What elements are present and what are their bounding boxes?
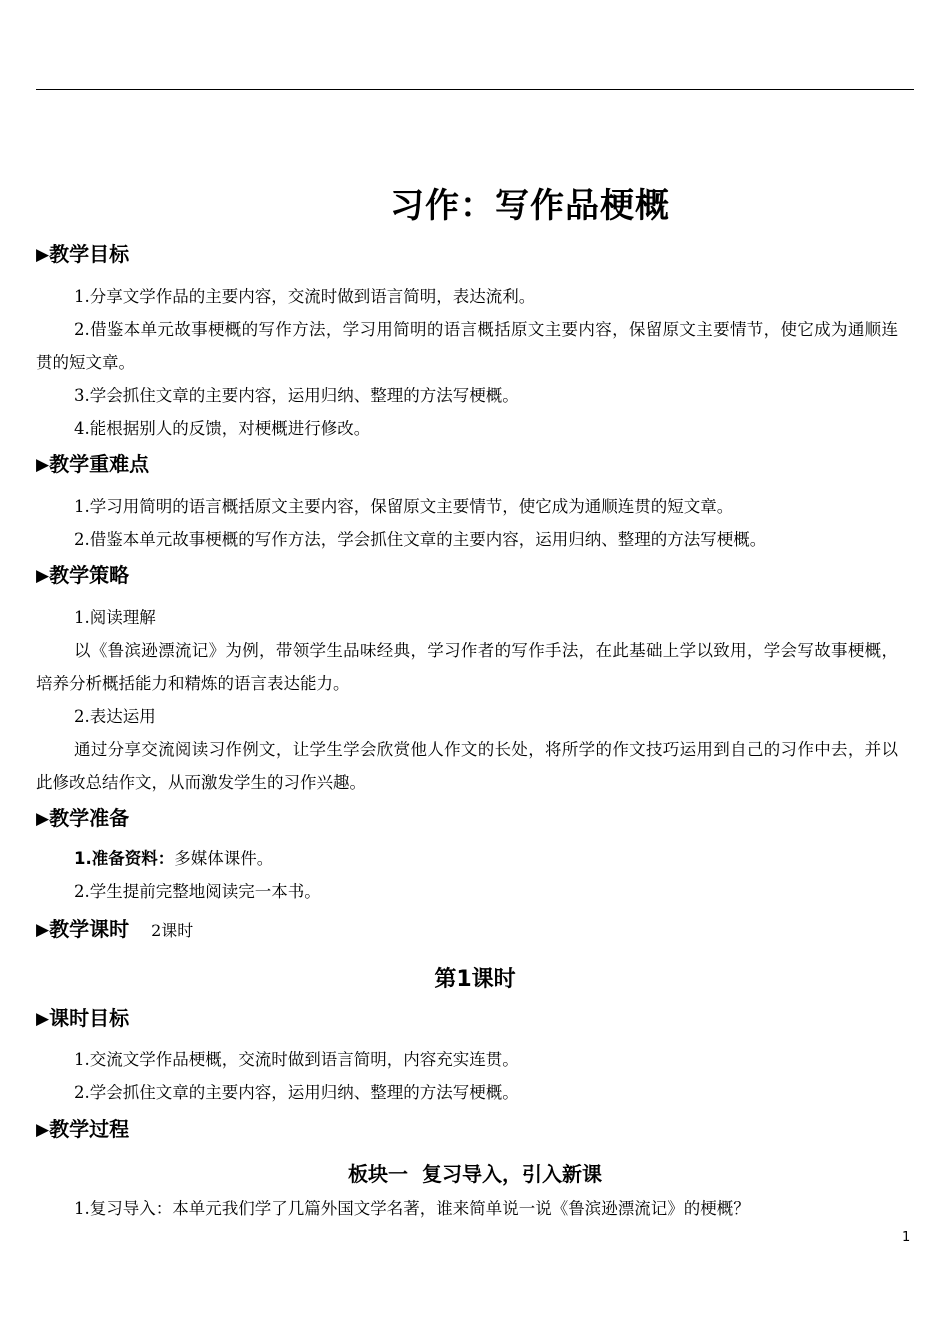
- triangle-marker-icon: ▶: [36, 566, 50, 586]
- section-heading-key-points: ▶教学重难点: [36, 452, 150, 476]
- triangle-marker-icon: ▶: [36, 920, 50, 940]
- goal-item: 2.借鉴本单元故事梗概的写作方法，学习用简明的语言概括原文主要内容，保留原文主要情节，使它成为通顺连贯的短文章。: [36, 320, 898, 372]
- hours-value: 2课时: [151, 921, 194, 940]
- page-number: 1: [902, 1230, 911, 1245]
- strategy-item: 2.表达运用: [74, 707, 156, 726]
- section-heading-process: ▶教学过程: [36, 1117, 130, 1141]
- process-item: 1.复习导入：本单元我们学了几篇外国文学名著，谁来简单说一说《鲁滨逊漂流记》的梗概？: [74, 1199, 750, 1218]
- section-heading-goals: ▶教学目标: [36, 242, 130, 266]
- lesson-title: 第1课时: [434, 967, 516, 992]
- section-heading-preparation: ▶教学准备: [36, 806, 130, 830]
- lesson-goal-item: 1.交流文学作品梗概，交流时做到语言简明，内容充实连贯。: [74, 1050, 519, 1069]
- triangle-marker-icon: ▶: [36, 809, 50, 829]
- section-heading-hours: ▶教学课时 2课时: [36, 917, 194, 941]
- strategy-item: 通过分享交流阅读习作例文，让学生学会欣赏他人作文的长处，将所学的作文技巧运用到自己的习作中去，并以此修改总结作文，从而激发学生的习作兴趣。: [36, 740, 898, 792]
- preparation-text: 多媒体课件。: [174, 849, 274, 868]
- document-title: 习作：写作品梗概: [390, 186, 670, 226]
- section-heading-strategy: ▶教学策略: [36, 563, 130, 587]
- triangle-marker-icon: ▶: [36, 245, 50, 265]
- strategy-item: 1.阅读理解: [74, 608, 156, 627]
- triangle-marker-icon: ▶: [36, 1009, 50, 1029]
- key-point-item: 2.借鉴本单元故事梗概的写作方法，学会抓住文章的主要内容，运用归纳、整理的方法写梗概。: [74, 530, 767, 549]
- key-point-item: 1.学习用简明的语言概括原文主要内容，保留原文主要情节，使它成为通顺连贯的短文章。: [74, 497, 734, 516]
- goal-item: 1.分享文学作品的主要内容，交流时做到语言简明，表达流利。: [74, 287, 536, 306]
- preparation-item: 2.学生提前完整地阅读完一本书。: [74, 882, 321, 901]
- block-title: 板块一 复习导入，引入新课: [348, 1162, 602, 1186]
- triangle-marker-icon: ▶: [36, 1120, 50, 1140]
- strategy-item: 以《鲁滨逊漂流记》为例，带领学生品味经典，学习作者的写作手法，在此基础上学以致用，学会写故事梗概，培养分析概括能力和精炼的语言表达能力。: [36, 641, 898, 693]
- triangle-marker-icon: ▶: [36, 455, 50, 475]
- goal-item: 4.能根据别人的反馈，对梗概进行修改。: [74, 419, 371, 438]
- section-heading-lesson-goals: ▶课时目标: [36, 1006, 130, 1030]
- header-rule: [36, 89, 914, 90]
- goal-item: 3.学会抓住文章的主要内容，运用归纳、整理的方法写梗概。: [74, 386, 519, 405]
- lesson-goal-item: 2.学会抓住文章的主要内容，运用归纳、整理的方法写梗概。: [74, 1083, 519, 1102]
- preparation-label: 1.准备资料：: [74, 849, 175, 868]
- preparation-item: [36, 842, 898, 875]
